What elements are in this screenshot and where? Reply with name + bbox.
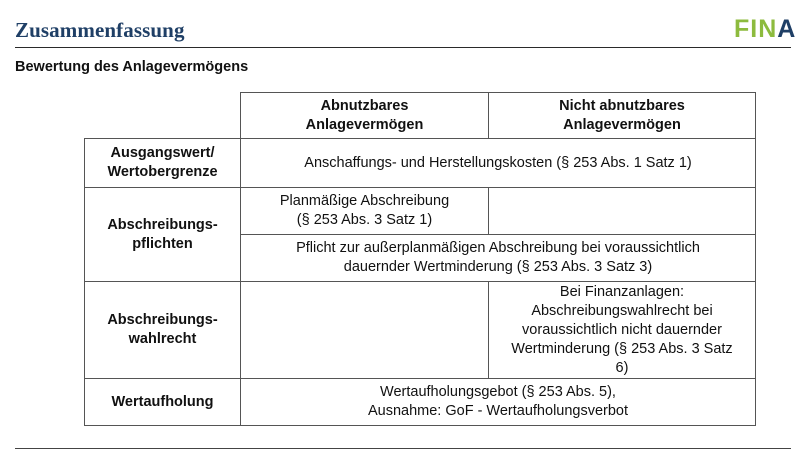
row-label-abschreibungswahlrecht: Abschreibungs- wahlrecht	[84, 281, 241, 379]
cell-ausserplanmaessige-abschreibung: Pflicht zur außerplanmäßigen Abschreibung bei voraussichtlich dauernder Wertminderung (§ 253 Abs. 3 Satz 3)	[240, 234, 756, 282]
header-divider	[15, 47, 791, 48]
cell-anschaffungskosten: Anschaffungs- und Herstellungskosten (§ 253 Abs. 1 Satz 1)	[240, 138, 756, 188]
cell-empty-nicht-abnutzbar	[488, 187, 756, 235]
row-label-wertaufholung: Wertaufholung	[84, 378, 241, 426]
column-header-abnutzbar: Abnutzbares Anlagevermögen	[240, 92, 489, 139]
cell-wertaufholungsgebot: Wertaufholungsgebot (§ 253 Abs. 5), Ausnahme: GoF - Wertaufholungsverbot	[240, 378, 756, 426]
row-label-abschreibungspflichten: Abschreibungs- pflichten	[84, 187, 241, 282]
section-subtitle: Bewertung des Anlagevermögens	[15, 59, 249, 75]
cell-planmaessige-abschreibung: Planmäßige Abschreibung (§ 253 Abs. 3 Satz 1)	[240, 187, 489, 235]
cell-finanzanlagen-wahlrecht: Bei Finanzanlagen: Abschreibungswahlrecht bei voraussichtlich nicht dauernder Wertminderung (§ 253 Abs. 3 Satz 6)	[488, 281, 756, 379]
cell-empty-abnutzbar	[240, 281, 489, 379]
row-label-ausgangswert: Ausgangswert/ Wertobergrenze	[84, 138, 241, 188]
page-title: Zusammenfassung	[15, 18, 185, 42]
column-header-nicht-abnutzbar: Nicht abnutzbares Anlagevermögen	[488, 92, 756, 139]
footer-divider	[15, 448, 791, 449]
brand-logo: FINA	[734, 15, 796, 43]
